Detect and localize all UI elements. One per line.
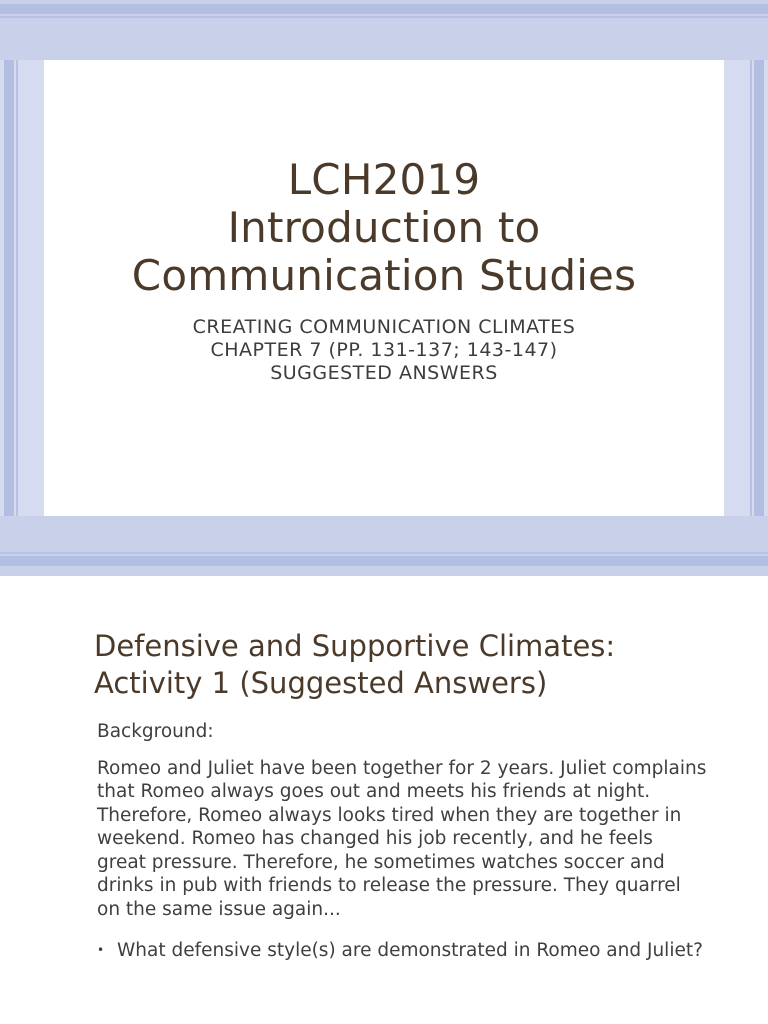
- slide-title: [44, 156, 724, 300]
- course-title-line-2: Communication Studies: [131, 251, 637, 300]
- frame-bottom-strip: [0, 556, 768, 566]
- activity-heading-line-2: Activity 1 (Suggested Answers): [94, 666, 548, 700]
- frame-right-strip: [754, 0, 764, 576]
- background-label: Background:: [97, 721, 214, 742]
- activity-slide: [0, 576, 768, 1024]
- frame-bottom-line: [0, 552, 768, 554]
- activity-heading-line-1: Defensive and Supportive Climates:: [94, 629, 616, 663]
- frame-bottom-band: [0, 516, 768, 576]
- course-title-line-1: Introduction to: [227, 203, 541, 252]
- subtitle-answers: SUGGESTED ANSWERS: [270, 362, 498, 384]
- frame-right-line: [750, 0, 752, 576]
- question-text: What defensive style(s) are demonstrated in Romeo and Juliet?: [117, 940, 703, 961]
- activity-body: [97, 720, 707, 963]
- frame-left-strip: [4, 0, 14, 576]
- subtitle-chapter: CHAPTER 7 (PP. 131-137; 143-147): [210, 339, 558, 361]
- frame-top-line: [0, 16, 768, 18]
- list-item: [97, 939, 707, 963]
- frame-top-strip: [0, 4, 768, 14]
- frame-left-line: [16, 0, 18, 576]
- subtitle-topic: CREATING COMMUNICATION CLIMATES: [192, 316, 576, 338]
- activity-heading: [94, 628, 734, 702]
- background-paragraph: Romeo and Juliet have been together for 2 years. Juliet complains that Romeo always goes out and meets his friends at night. Therefore, Romeo always looks tired when they are together in weekend. Romeo has changed his job recently, and he feels great pressure. Therefore, he sometimes watches soccer and drinks in pub with friends to release the pressure. They quarrel on the same issue again...: [97, 757, 707, 920]
- course-code: LCH2019: [287, 155, 481, 204]
- bullet-icon: •: [97, 943, 105, 957]
- slide-subtitle: [44, 316, 724, 385]
